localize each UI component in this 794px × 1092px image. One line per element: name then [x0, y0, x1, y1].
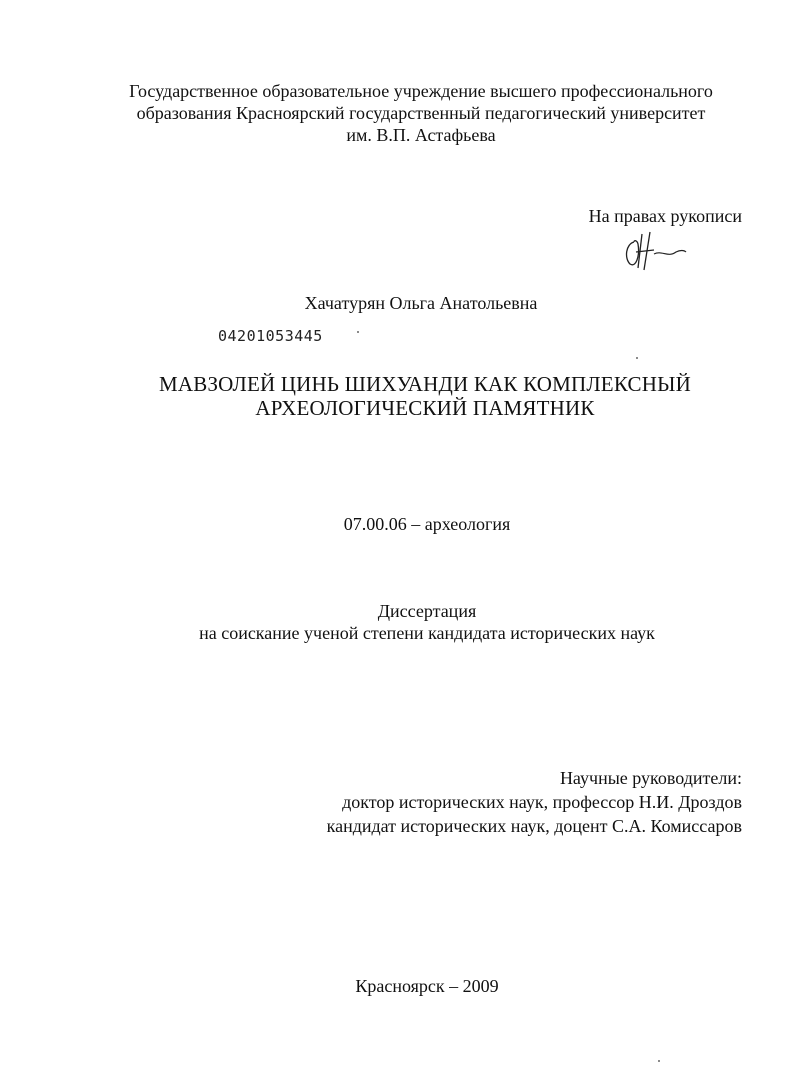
scientific-supervisors [327, 766, 742, 838]
scan-speck [658, 1060, 660, 1062]
scan-speck [357, 331, 359, 333]
supervisor-first: доктор исторических наук, профессор Н.И. Дроздов [342, 792, 742, 812]
title-line-1: МАВЗОЛЕЙ ЦИНЬ ШИХУАНДИ КАК КОМПЛЕКСНЫЙ [159, 372, 691, 396]
specialty-code [30, 513, 794, 535]
institution-line-2: образования Красноярский государственный педагогический университет [136, 103, 706, 123]
scan-speck [636, 357, 638, 359]
dissertation-subtitle: на соискание ученой степени кандидата исторических наук [199, 623, 655, 643]
dissertation-heading: Диссертация [377, 601, 477, 621]
author-name-text: Хачатурян Ольга Анатольевна [304, 293, 538, 313]
document-code: 04201053445 [218, 327, 323, 345]
handwritten-signature [620, 228, 690, 276]
author-name [24, 292, 794, 314]
supervisor-second: кандидат исторических наук, доцент С.А. Комиссаров [326, 816, 742, 836]
dissertation-title [28, 372, 794, 420]
institution-header [24, 80, 794, 146]
city-year [30, 975, 794, 997]
city-year-text: Красноярск – 2009 [355, 976, 499, 996]
supervisors-heading: Научные руководители: [559, 768, 742, 788]
title-line-2: АРХЕОЛОГИЧЕСКИЙ ПАМЯТНИК [255, 396, 595, 420]
institution-line-3: им. В.П. Астафьева [346, 125, 496, 145]
institution-line-1: Государственное образовательное учреждение высшего профессионального [129, 81, 713, 101]
dissertation-type [30, 600, 794, 644]
specialty-text: 07.00.06 – археология [343, 514, 511, 534]
manuscript-rights-note: На правах рукописи [588, 206, 742, 226]
